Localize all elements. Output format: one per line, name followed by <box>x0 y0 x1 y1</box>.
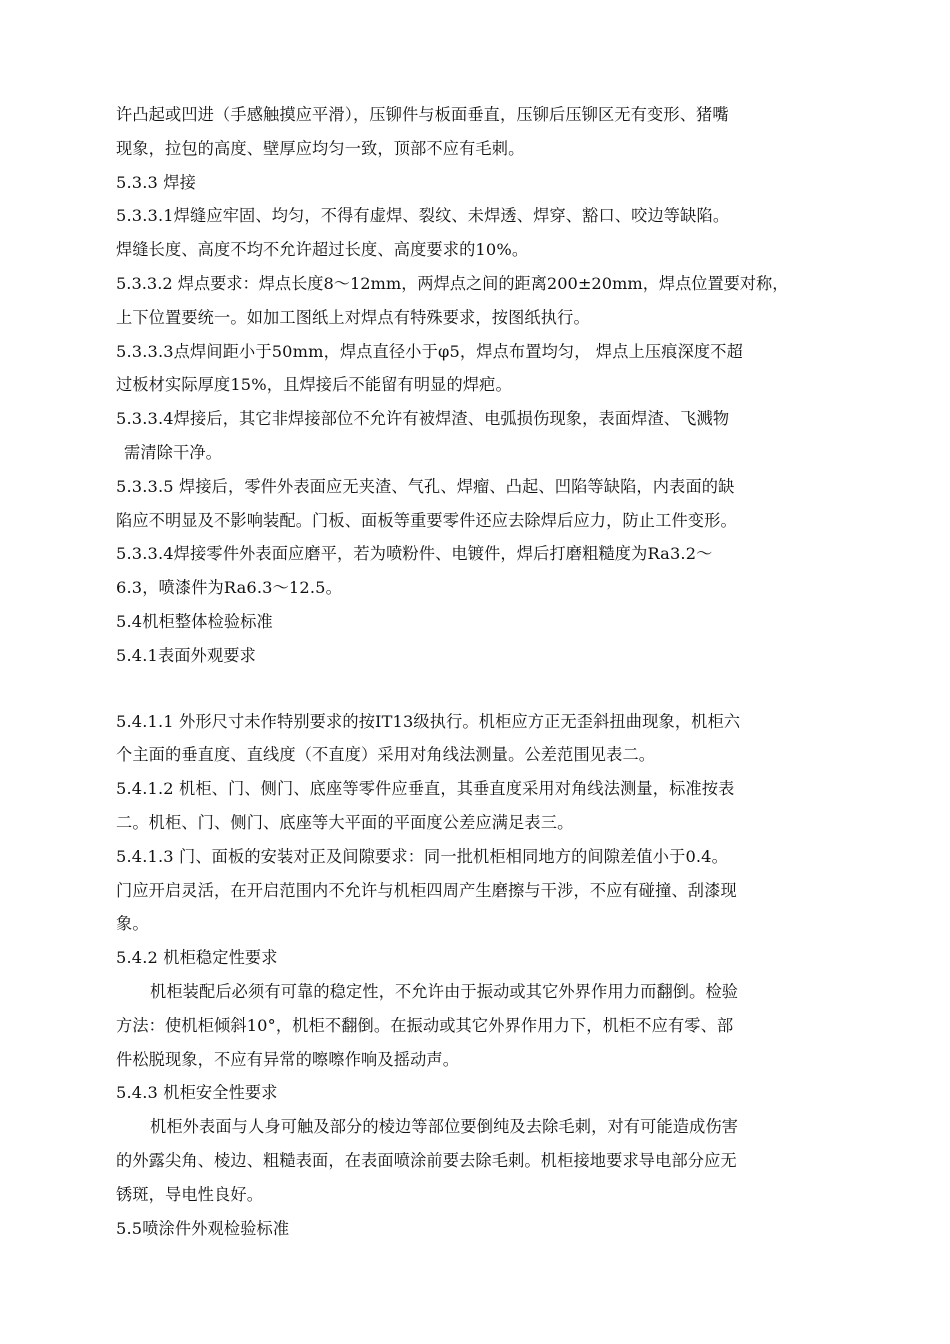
section-heading: 5.4.2 机柜稳定性要求 <box>116 948 278 968</box>
text-line: 5.3.3.2 焊点要求：焊点长度8～12mm，两焊点之间的距离200±20mm，焊点位置要对称， <box>116 273 789 293</box>
text-line: 锈斑，导电性良好。 <box>116 1184 264 1204</box>
text-line: 陷应不明显及不影响装配。门板、面板等重要零件还应去除焊后应力，防止工件变形。 <box>116 510 737 530</box>
section-heading: 5.4.3 机柜安全性要求 <box>116 1083 278 1103</box>
text-line: 件松脱现象，不应有异常的嚓嚓作响及摇动声。 <box>116 1049 460 1069</box>
text-line: 5.4.1.1 外形尺寸未作特别要求的按IT13级执行。机柜应方正无歪斜扭曲现象，机柜六 <box>116 711 741 731</box>
text-line: 的外露尖角、棱边、粗糙表面，在表面喷涂前要去除毛刺。机柜接地要求导电部分应无 <box>116 1150 737 1170</box>
text-line: 5.3.3.5 焊接后，零件外表面应无夹渣、气孔、焊瘤、凸起、凹陷等缺陷，内表面的缺 <box>116 476 735 496</box>
text-line: 个主面的垂直度、直线度（不直度）采用对角线法测量。公差范围见表二。 <box>116 745 656 765</box>
section-heading: 5.5喷涂件外观检验标准 <box>116 1218 290 1238</box>
text-line: 5.4.1.2 机柜、门、侧门、底座等零件应垂直，其垂直度采用对角线法测量，标准按表 <box>116 779 735 799</box>
section-heading: 5.3.3 焊接 <box>116 172 196 192</box>
text-line: 门应开启灵活，在开启范围内不允许与机柜四周产生磨擦与干涉，不应有碰撞、刮漆现 <box>116 880 737 900</box>
text-line: 机柜外表面与人身可触及部分的棱边等部位要倒纯及去除毛刺，对有可能造成伤害 <box>150 1117 739 1137</box>
text-line: 上下位置要统一。如加工图纸上对焊点有特殊要求，按图纸执行。 <box>116 307 590 327</box>
section-heading: 5.4.1表面外观要求 <box>116 645 256 665</box>
text-line: 需清除干净。 <box>124 442 223 462</box>
text-line: 机柜装配后必须有可靠的稳定性，不允许由于振动或其它外界作用力而翻倒。检验 <box>150 981 739 1001</box>
text-line: 二。机柜、门、侧门、底座等大平面的平面度公差应满足表三。 <box>116 812 574 832</box>
text-line: 5.4.1.3 门、面板的安装对正及间隙要求：同一批机柜相同地方的间隙差值小于0.4。 <box>116 846 728 866</box>
text-line: 5.3.3.4焊接零件外表面应磨平，若为喷粉件、电镀件，焊后打磨粗糙度为Ra3.2～ <box>116 544 713 564</box>
document-page <box>116 98 861 1245</box>
text-line: 方法：使机柜倾斜10°，机柜不翻倒。在振动或其它外界作用力下，机柜不应有零、部 <box>116 1015 734 1035</box>
text-line: 焊缝长度、高度不均不允许超过长度、高度要求的10%。 <box>116 240 529 260</box>
text-line: 6.3，喷漆件为Ra6.3～12.5。 <box>116 578 342 598</box>
text-line: 5.3.3.3点焊间距小于50mm，焊点直径小于φ5，焊点布置均匀， 焊点上压痕深度不超 <box>116 341 743 361</box>
text-line: 5.3.3.4焊接后，其它非焊接部位不允许有被焊渣、电弧损伤现象，表面焊渣、飞溅物 <box>116 409 730 429</box>
text-line: 象。 <box>116 914 149 934</box>
text-line: 许凸起或凹进（手感触摸应平滑），压铆件与板面垂直，压铆后压铆区无有变形、猪嘴 <box>116 105 729 124</box>
text-line: 过板材实际厚度15%，且焊接后不能留有明显的焊疤。 <box>116 375 512 395</box>
text-line: 5.3.3.1焊缝应牢固、均匀，不得有虚焊、裂纹、未焊透、焊穿、豁口、咬边等缺陷。 <box>116 206 730 226</box>
text-line: 现象，拉包的高度、壁厚应均匀一致，顶部不应有毛刺。 <box>116 138 525 158</box>
section-heading: 5.4机柜整体检验标准 <box>116 611 273 631</box>
blank-gap <box>116 673 861 705</box>
